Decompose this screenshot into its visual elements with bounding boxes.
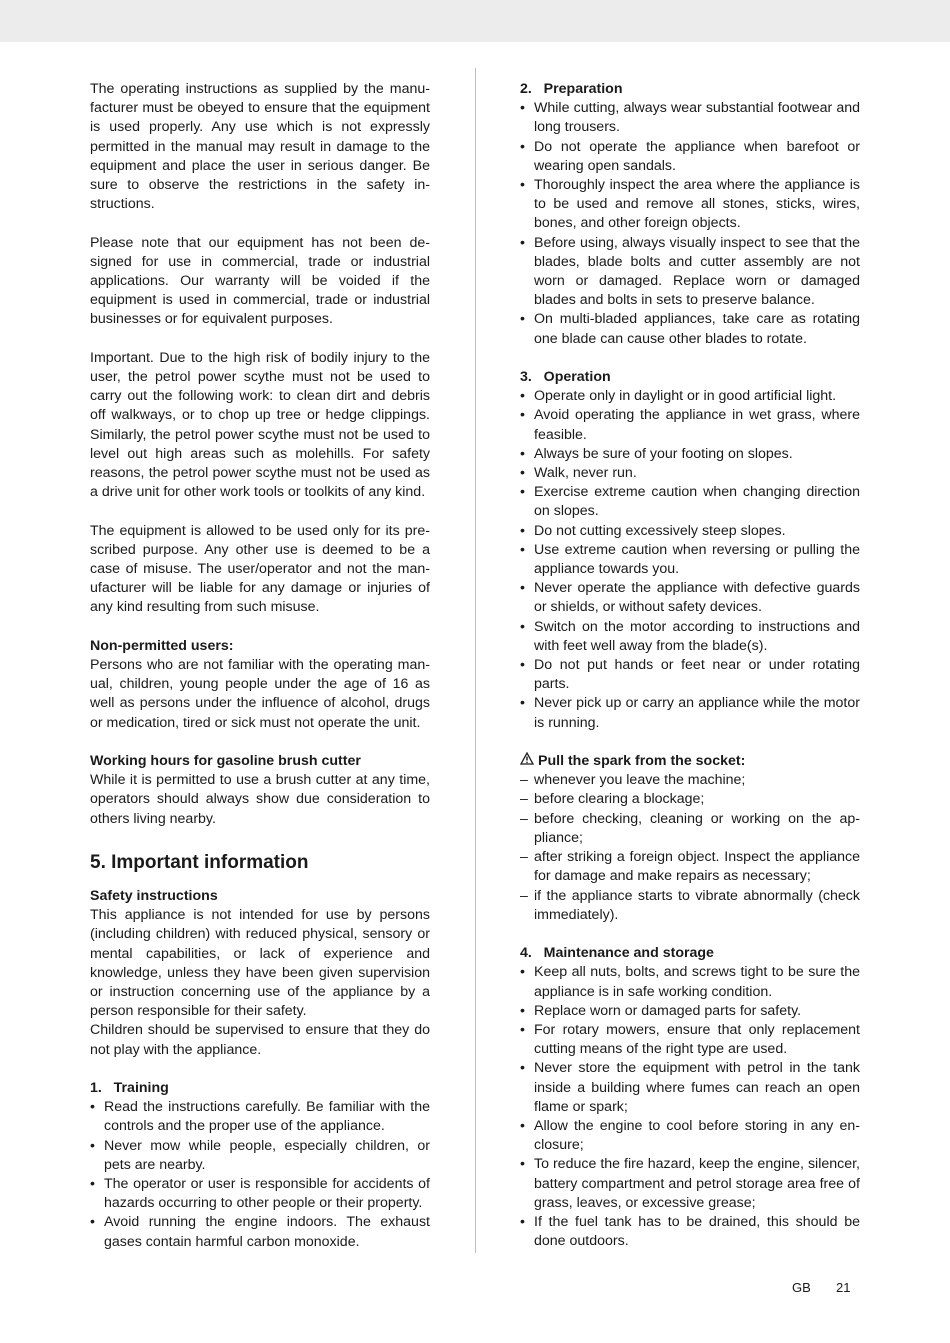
list-item: • Never operate the appliance with defective guards or shields, or without safety devices. <box>520 580 860 616</box>
list-item: – before checking, cleaning or working on the appliance; <box>520 810 860 846</box>
list-item: • Do not operate the appliance when barefoot or wearing open sandals. <box>520 138 860 174</box>
safety-text-2: Children should be supervised to ensure that they do not play with the appliance. <box>90 1022 430 1058</box>
intro-paragraph-3: Important. Due to the high risk of bodily injury to the user, the petrol power scythe must not be used to carry out the following work: to clean dirt and debris off walkways, or to chop up tree or hedge clippings. Similarly, the petrol power scythe must not be used to level out high areas such as molehills. For safety reasons, the petrol power scythe must not be used as a drive unit for other work tools or toolkits of any kind. <box>90 349 430 501</box>
training-list <box>90 1098 430 1252</box>
list-item: • On multi-bladed appliances, take care as rotating one blade can cause other blades to rotate. <box>520 311 860 347</box>
list-item: • Walk, never run. <box>520 465 637 482</box>
list-item: • While cutting, always wear substantial footwear and long trousers. <box>520 100 860 136</box>
footer-language: GB <box>792 1280 811 1295</box>
maintenance-list <box>520 963 860 1251</box>
maintenance-title: 4. Maintenance and storage <box>520 945 714 962</box>
list-item: • For rotary mowers, ensure that only replacement cutting means of the right type are used. <box>520 1021 860 1058</box>
list-item: • Switch on the motor according to instructions and with feet well away from the blade(s). <box>520 618 860 654</box>
list-item: • Never pick up or carry an appliance while the motor is running. <box>520 695 860 731</box>
list-item: • Avoid operating the appliance in wet grass, where feasible. <box>520 407 860 443</box>
list-item: • Keep all nuts, bolts, and screws tight to be sure the appliance is in safe working condition. <box>520 964 860 1000</box>
top-band <box>0 0 950 42</box>
list-item: – before clearing a blockage; <box>520 791 705 808</box>
intro-paragraph-4: The equipment is allowed to be used only for its prescribed purpose. Any other use is deemed to be a case of misuse. The user/operator and not the manufacturer will be liable for any damage or injuries of any kind resulting from such misuse. <box>90 522 430 616</box>
list-item: – whenever you leave the machine; <box>520 772 746 789</box>
list-item: • Always be sure of your footing on slopes. <box>520 445 793 462</box>
list-item: • To reduce the fire hazard, keep the engine, silencer, battery compartment and petrol storage area free of grass, leaves, or excessive grease; <box>520 1156 860 1211</box>
right-column <box>520 80 860 1251</box>
operation-list <box>520 387 860 733</box>
page-number: 21 <box>836 1280 851 1295</box>
working-hours-text: While it is permitted to use a brush cutter at any time, operators should always show due consideration to others living nearby. <box>90 772 430 827</box>
safety-text-1: This appliance is not intended for use by persons (including children) with reduced physical, sensory or mental capabilities, or lack of experience and knowledge, unless they have been given supervision or instruction concerning use of the appliance by a person responsible for their safety. <box>90 907 430 1020</box>
list-item: • Never mow while people, especially children, or pets are nearby. <box>90 1137 430 1173</box>
list-item: • Thoroughly inspect the area where the appliance is to be used and remove all stones, sticks, wires, bones, and other foreign objects. <box>520 177 860 232</box>
working-hours-title: Working hours for gasoline brush cutter <box>90 753 361 770</box>
training-title: 1. Training <box>90 1080 169 1097</box>
spark-title-row <box>520 752 860 771</box>
left-column <box>90 80 430 1252</box>
list-item: • Before using, always visually inspect to see that the blades, blade bolts and cutter assembly are not worn or damaged. Replace worn or damaged blades and bolts in sets to preserve balance. <box>520 234 860 309</box>
preparation-title: 2. Preparation <box>520 81 623 97</box>
nonpermitted-title: Non-permitted users: <box>90 637 234 654</box>
preparation-list <box>520 99 860 349</box>
list-item: • If the fuel tank has to be drained, this should be done outdoors. <box>520 1213 860 1250</box>
column-divider <box>475 68 476 1253</box>
operation-title: 3. Operation <box>520 369 611 386</box>
nonpermitted-text: Persons who are not familiar with the operating manual, children, young people under the age of 16 as well as persons under the influence of alcohol, drugs or medication, tired or sick must not operate the unit. <box>90 657 430 731</box>
intro-paragraph-2: Please note that our equipment has not been designed for use in commercial, trade or industrial applications. Our warranty will be voided if the equipment is used in commercial, trade or industrial businesses or for equivalent purposes. <box>90 234 430 328</box>
list-item: • Operate only in daylight or in good artificial light. <box>520 388 837 405</box>
spark-list <box>520 771 860 925</box>
list-item: • Exercise extreme caution when changing direction on slopes. <box>520 484 860 520</box>
list-item: • Read the instructions carefully. Be familiar with the controls and the proper use of the appliance. <box>90 1099 430 1135</box>
list-item: • Allow the engine to cool before storing in any enclosure; <box>520 1117 860 1154</box>
list-item: – after striking a foreign object. Inspect the appliance for damage and make repairs as necessary; <box>520 849 860 885</box>
list-item: • Use extreme caution when reversing or pulling the appliance towards you. <box>520 541 860 578</box>
spark-title: Pull the spark from the socket: <box>538 753 746 770</box>
list-item: • The operator or user is responsible for accidents of hazards occurring to other people or their property. <box>90 1176 430 1212</box>
list-item: • Never store the equipment with petrol in the tank inside a building where fumes can reach an open flame or spark; <box>520 1060 860 1115</box>
safety-title: Safety instructions <box>90 888 218 905</box>
warning-icon <box>520 752 534 771</box>
list-item: – if the appliance starts to vibrate abnormally (check immediately). <box>520 887 860 923</box>
list-item: • Replace worn or damaged parts for safety. <box>520 1002 802 1019</box>
list-item: • Avoid running the engine indoors. The exhaust gases contain harmful carbon monoxide. <box>90 1214 430 1250</box>
list-item: • Do not cutting excessively steep slopes. <box>520 522 786 539</box>
intro-paragraph-1: The operating instructions as supplied by the manufacturer must be obeyed to ensure that the equipment is used properly. Any use which is not expressly permitted in the manual may result in damage to the equipment and place the user in serious danger. Be sure to observe the restrictions in the safety instructions. <box>90 81 430 213</box>
section-heading: 5. Important information <box>90 852 309 874</box>
list-item: • Do not put hands or feet near or under rotating parts. <box>520 657 860 693</box>
